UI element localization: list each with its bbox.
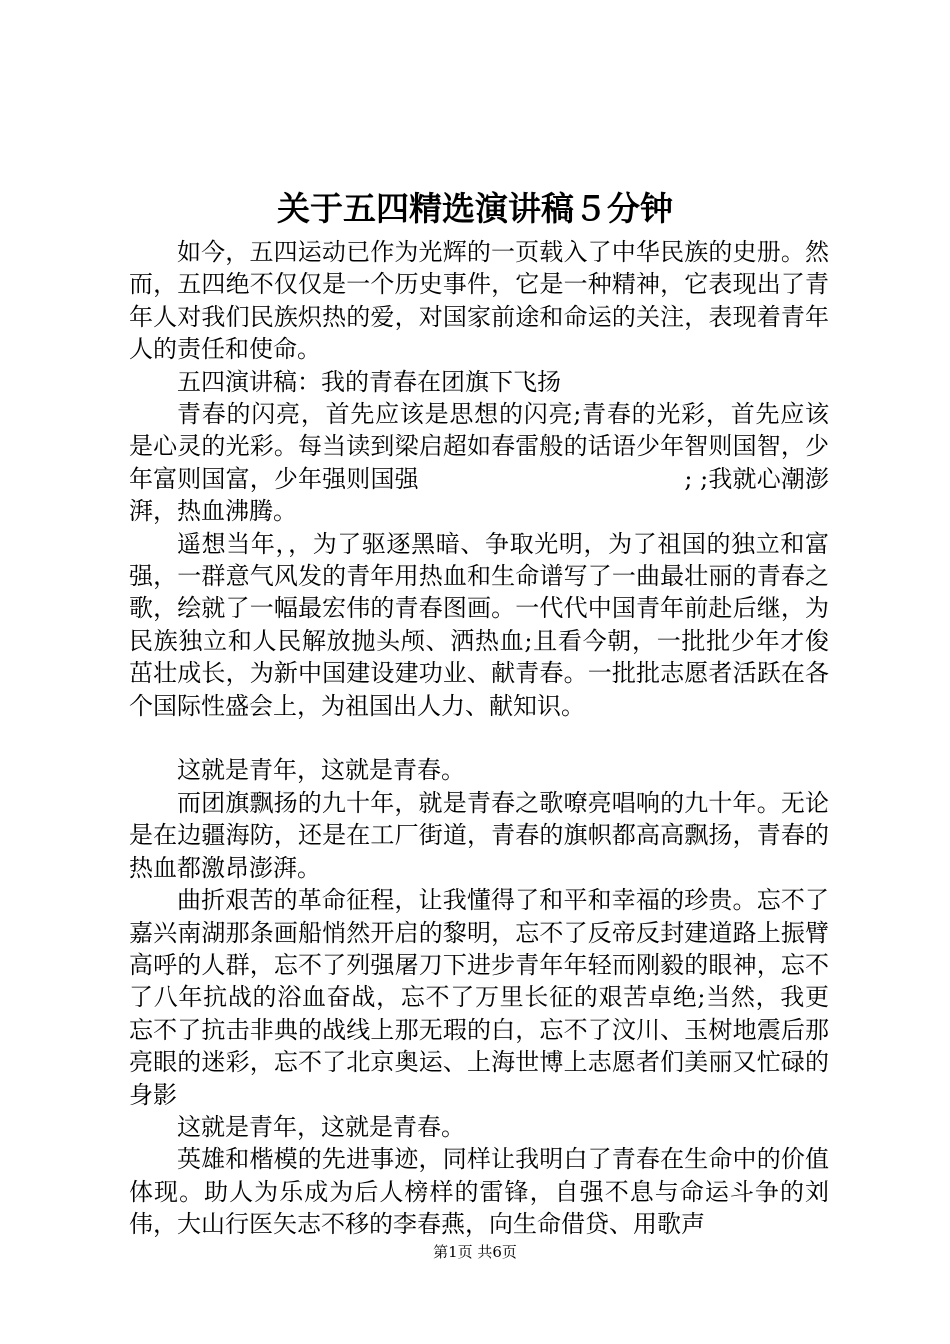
- page-footer: 第1页 共6页: [433, 1243, 517, 1261]
- paragraph: 英雄和楷模的先进事迹，同样让我明白了青春在生命中的价值体现。助人为乐成为后人榜样的雷锋，自强不息与命运斗争的刘伟，大山行医矢志不移的李春燕，向生命借贷、用歌声: [129, 1145, 829, 1239]
- paragraph: 这就是青年，这就是青春。: [177, 756, 465, 785]
- paragraph: 如今，五四运动已作为光辉的一页载入了中华民族的史册。然而，五四绝不仅仅是一个历史事件，它是一种精神，它表现出了青年人对我们民族炽热的爱，对国家前途和命运的关注，表现着青年人的责任和使命。: [129, 238, 829, 364]
- paragraph: 而团旗飘扬的九十年，就是青春之歌嘹亮唱响的九十年。无论是在边疆海防，还是在工厂街道，青春的旗帜都高高飘扬，青春的热血都激昂澎湃。: [129, 788, 829, 882]
- paragraph: 曲折艰苦的革命征程，让我懂得了和平和幸福的珍贵。忘不了嘉兴南湖那条画船悄然开启的黎明，忘不了反帝反封建道路上振臂高呼的人群，忘不了列强屠刀下进步青年年轻而刚毅的眼神，忘不了八年抗战的浴血奋战，忘不了万里长征的艰苦卓绝;当然，我更忘不了抗击非典的战线上那无瑕的白，忘不了汶川、玉树地震后那亮眼的迷彩，忘不了北京奥运、上海世博上志愿者们美丽又忙碌的身影: [129, 886, 829, 1109]
- paragraph: 遥想当年，，为了驱逐黑暗、争取光明，为了祖国的独立和富强，一群意气风发的青年用热血和生命谱写了一曲最壮丽的青春之歌，绘就了一幅最宏伟的青春图画。一代代中国青年前赴后继，为民族独立和人民解放抛头颅、洒热血;且看今朝，一批批少年才俊茁壮成长，为新中国建设建功业、献青春。一批批志愿者活跃在各个国际性盛会上，为祖国出人力、献知识。: [129, 529, 829, 720]
- paragraph: 青春的闪亮，首先应该是思想的闪亮;青春的光彩，首先应该是心灵的光彩。每当读到梁启超如春雷般的话语少年智则国智，少年富则国富，少年强则国强 ; ;我就心潮澎湃，热血沸腾。: [129, 400, 829, 526]
- document-title: 关于五四精选演讲稿５分钟: [277, 189, 673, 228]
- paragraph: 五四演讲稿：我的青春在团旗下飞扬: [177, 367, 561, 396]
- paragraph: 这就是青年，这就是青春。: [177, 1112, 465, 1141]
- document-body: [129, 236, 829, 1241]
